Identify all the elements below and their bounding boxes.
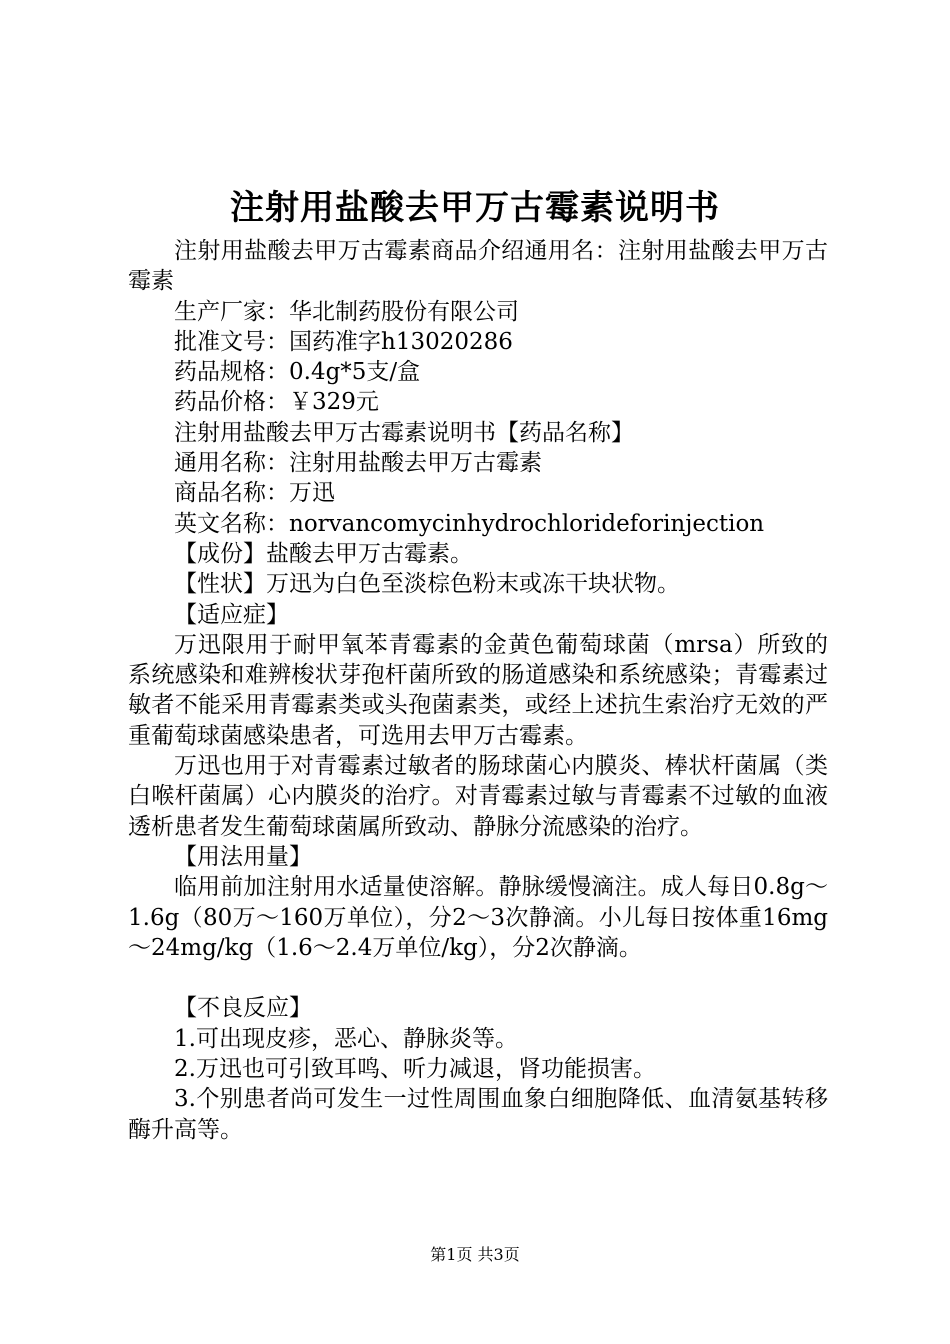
paragraph-price: 药品价格：￥329元 xyxy=(174,389,379,416)
paragraph-adverse-3: 3.个别患者尚可发生一过性周围血象白细胞降低、血清氨基转移酶升高等。 xyxy=(128,1086,828,1143)
document-body xyxy=(128,236,828,1145)
paragraph-trade-name: 商品名称：万迅 xyxy=(174,480,335,507)
page-number-footer: 第1页 共3页 xyxy=(430,1245,520,1264)
paragraph-indications-2: 万迅也用于对青霉素过敏者的肠球菌心内膜炎、棒状杆菌属（类白喉杆菌属）心内膜炎的治疗。对青霉素过敏与青霉素不过敏的血液透析患者发生葡萄球菌属所致动、静脉分流感染的治疗。 xyxy=(128,753,828,840)
paragraph-indications-1: 万迅限用于耐甲氧苯青霉素的金黄色葡萄球菌（mrsa）所致的系统感染和难辨梭状芽孢杆菌所致的肠道感染和系统感染；青霉素过敏者不能采用青霉素类或头孢菌素类，或经上述抗生索治疗无效的严重葡萄球菌感染患者，可选用去甲万古霉素。 xyxy=(128,631,828,749)
paragraph-dosage: 临用前加注射用水适量使溶解。静脉缓慢滴注。成人每日0.8g～1.6g（80万～160万单位），分2～3次静滴。小儿每日按体重16mg～24mg/kg（1.6～2.4万单位/kg），分2次静滴。 xyxy=(128,874,828,961)
paragraph-appearance: 【性状】万迅为白色至淡棕色粉末或冻干块状物。 xyxy=(174,571,680,598)
paragraph-drug-name-heading: 注射用盐酸去甲万古霉素说明书【药品名称】 xyxy=(174,419,634,446)
document-title: 注射用盐酸去甲万古霉素说明书 xyxy=(230,188,720,228)
paragraph-adverse-heading: 【不良反应】 xyxy=(174,995,312,1022)
paragraph-specification: 药品规格：0.4g*5支/盒 xyxy=(174,359,421,386)
paragraph-ingredients: 【成份】盐酸去甲万古霉素。 xyxy=(174,540,473,567)
paragraph-adverse-1: 1.可出现皮疹，恶心、静脉炎等。 xyxy=(174,1025,518,1052)
paragraph-english-name: 英文名称：norvancomycinhydrochlorideforinjection xyxy=(174,510,765,537)
paragraph-dosage-heading: 【用法用量】 xyxy=(174,843,312,870)
paragraph-indications-heading: 【适应症】 xyxy=(174,601,289,628)
paragraph-generic-name: 通用名称：注射用盐酸去甲万古霉素 xyxy=(174,450,542,477)
paragraph-blank xyxy=(128,963,828,993)
paragraph-intro: 注射用盐酸去甲万古霉素商品介绍通用名：注射用盐酸去甲万古霉素 xyxy=(128,238,828,295)
paragraph-adverse-2: 2.万迅也可引致耳鸣、听力减退，肾功能损害。 xyxy=(174,1056,656,1083)
paragraph-approval-number: 批准文号：国药准字h13020286 xyxy=(174,328,513,355)
paragraph-manufacturer: 生产厂家：华北制药股份有限公司 xyxy=(174,298,519,325)
